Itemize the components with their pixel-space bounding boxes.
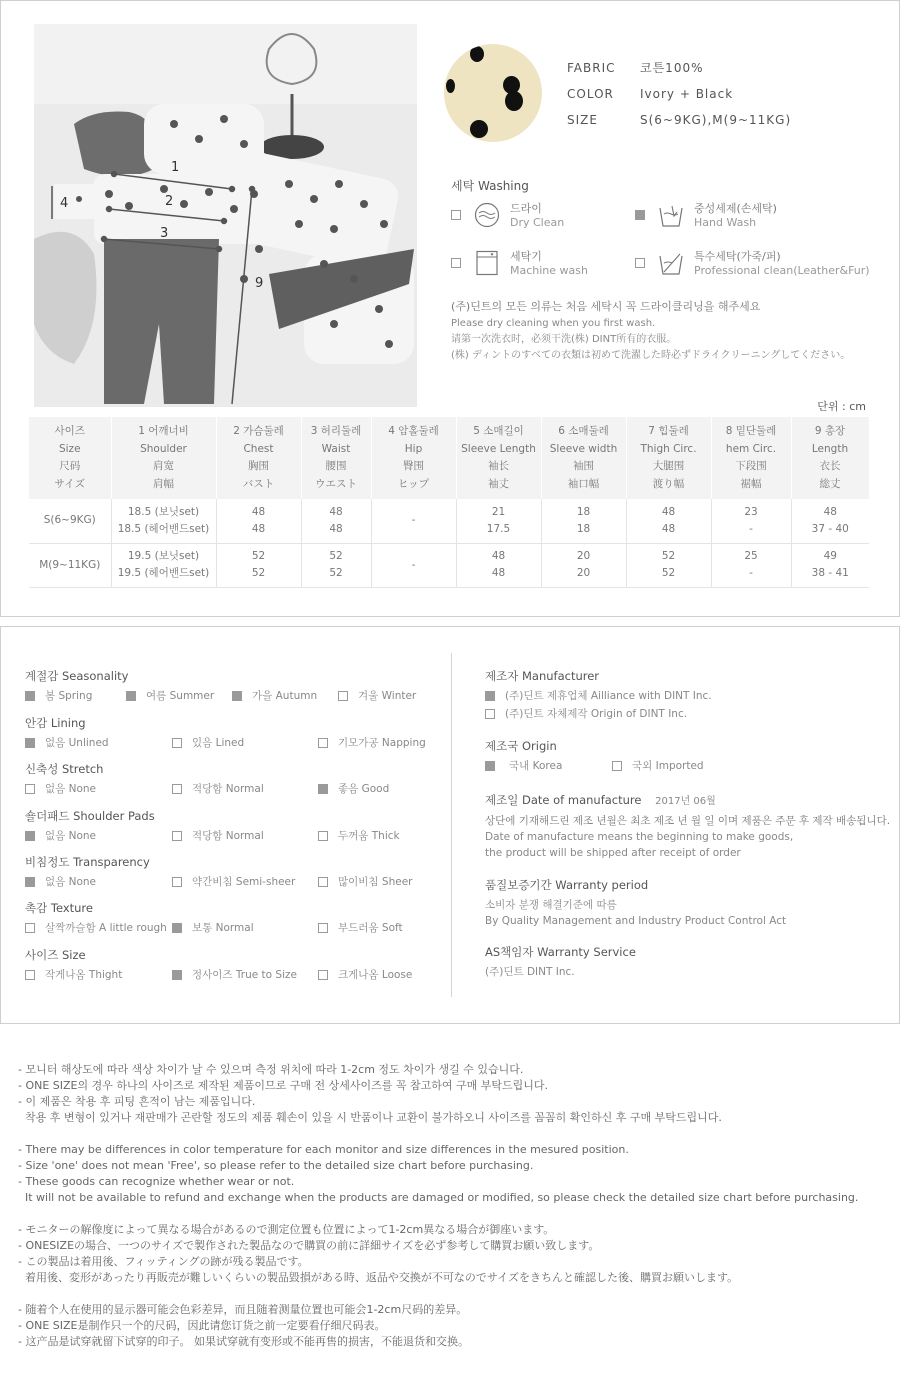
header-line: 2 가슴둘레 xyxy=(233,425,284,437)
manufacture-date-title-row xyxy=(485,792,890,808)
professional-clean-checkbox[interactable] xyxy=(635,258,645,268)
attribute-option xyxy=(172,967,297,982)
attribute-option xyxy=(172,920,254,935)
note-gap xyxy=(18,1126,858,1142)
header-line: 尺码 xyxy=(59,460,81,472)
manufacture-date-line-3: the product will be shipped after receipt of order xyxy=(485,847,741,859)
fabric-value: 코튼100% xyxy=(640,61,704,75)
machine-wash-ko: 세탁기 xyxy=(510,250,542,263)
attribute-option-label: 정사이즈 True to Size xyxy=(192,969,297,981)
table-cell: S(6~9KG) xyxy=(29,499,111,543)
note-gap xyxy=(18,1286,858,1302)
size-unit: 단위 : cm xyxy=(817,400,866,413)
attribute-option xyxy=(25,688,92,703)
attribute-option-label: 약간비침 Semi-sheer xyxy=(192,876,296,888)
origin-section xyxy=(485,738,557,754)
washing-note-en: Please dry cleaning when you first wash. xyxy=(451,318,656,329)
attribute-option xyxy=(25,828,96,843)
machine-wash-checkbox[interactable] xyxy=(451,258,461,268)
attribute-checkbox[interactable] xyxy=(172,738,182,748)
attribute-option-label: 없음 None xyxy=(45,783,97,795)
attribute-checkbox[interactable] xyxy=(25,831,35,841)
header-line: Thigh Circ. xyxy=(640,442,697,455)
manufacturer-origin-checkbox[interactable] xyxy=(485,709,495,719)
attribute-option xyxy=(318,967,412,982)
origin-korea-checkbox[interactable] xyxy=(485,761,495,771)
attribute-checkbox[interactable] xyxy=(232,691,242,701)
manufacturer-option-origin xyxy=(485,706,687,721)
note-line: - Size 'one' does not mean 'Free', so please refer to the detailed size chart before purchasing. xyxy=(18,1159,534,1172)
table-cell: 52 52 xyxy=(301,543,371,587)
attribute-option-label: 보통 Normal xyxy=(192,922,254,934)
attribute-title: 촉감 Texture xyxy=(25,901,93,915)
header-line: 衣长 xyxy=(819,460,841,472)
machine-wash-en: Machine wash xyxy=(510,264,588,277)
header-line: 肩宽 xyxy=(153,460,174,472)
size-table-header-cell xyxy=(371,417,456,499)
attribute-title: 비침정도 Transparency xyxy=(25,855,150,869)
note-line: - These goods can recognize whether wear or not. xyxy=(18,1175,295,1188)
note-line: - ONE SIZE의 경우 하나의 사이즈로 제작된 제품이므로 구매 전 상세사이즈를 꼭 참고하여 구매 부탁드립니다. xyxy=(18,1079,549,1092)
table-cell: 23 - xyxy=(711,499,791,543)
size-table-header-cell xyxy=(301,417,371,499)
attribute-checkbox[interactable] xyxy=(318,923,328,933)
as-line-1: (주)딘트 DINT Inc. xyxy=(485,966,575,978)
attribute-option xyxy=(318,735,426,750)
table-cell: - xyxy=(371,543,456,587)
attribute-option-label: 봄 Spring xyxy=(45,690,93,702)
size-table-header xyxy=(29,417,869,499)
header-line: 肩幅 xyxy=(153,477,174,490)
hand-wash-icon xyxy=(658,202,684,228)
origin-title: 제조국 Origin xyxy=(485,739,557,753)
size-key: SIZE xyxy=(567,113,598,127)
as-title: AS책임자 Warranty Service xyxy=(485,945,636,959)
product-photo-illustration xyxy=(34,24,417,407)
header-line: 4 암홀둘레 xyxy=(388,425,439,437)
fabric-row-color xyxy=(567,85,791,111)
attribute-option xyxy=(318,920,403,935)
size-table-header-cell xyxy=(111,417,216,499)
header-line: 3 허리둘레 xyxy=(310,425,362,437)
table-cell: 48 48 xyxy=(216,499,301,543)
warranty-title: 품질보증기간 Warranty period xyxy=(485,878,649,892)
attribute-checkbox[interactable] xyxy=(25,784,35,794)
header-line: 大腿围 xyxy=(652,460,685,472)
table-cell: 21 17.5 xyxy=(456,499,541,543)
dry-clean-en: Dry Clean xyxy=(510,216,565,229)
note-line: - 이 제품은 착용 후 피팅 흔적이 남는 제품입니다. xyxy=(18,1095,256,1108)
attribute-checkbox[interactable] xyxy=(126,691,136,701)
attribute-title: 숄더패드 Shoulder Pads xyxy=(25,809,155,823)
attribute-option xyxy=(318,781,389,796)
header-line: 渡り幅 xyxy=(652,477,685,490)
manufacturer-section xyxy=(485,668,599,684)
hand-wash-checkbox[interactable] xyxy=(635,210,645,220)
header-line: 袖丈 xyxy=(488,477,509,490)
professional-clean-en: Professional clean(Leather&Fur) xyxy=(694,264,870,277)
table-cell: 49 38 - 41 xyxy=(791,543,869,587)
attribute-option-label: 여름 Summer xyxy=(146,690,215,702)
attribute-option-label: 적당함 Normal xyxy=(192,783,264,795)
table-cell: 52 52 xyxy=(216,543,301,587)
manufacturer-alliance-checkbox[interactable] xyxy=(485,691,495,701)
photo-label-2: 2 xyxy=(165,194,174,209)
fabric-swatch xyxy=(444,44,542,142)
origin-imported-checkbox[interactable] xyxy=(612,761,622,771)
manufacturer-option-alliance xyxy=(485,688,712,703)
size-table xyxy=(29,417,870,588)
table-cell: M(9~11KG) xyxy=(29,543,111,587)
attribute-option xyxy=(25,781,96,796)
header-line: 9 총장 xyxy=(814,425,846,437)
size-value: S(6~9KG),M(9~11KG) xyxy=(640,113,792,127)
header-line: 腰围 xyxy=(325,460,347,472)
color-value: Ivory + Black xyxy=(640,87,734,101)
attribute-title: 안감 Lining xyxy=(25,716,86,730)
header-line: 袖围 xyxy=(573,460,594,472)
header-line: Sleeve Length xyxy=(461,442,536,455)
attribute-option-label: 부드러움 Soft xyxy=(338,922,403,934)
note-line: 착용 후 변형이 있거나 재판매가 곤란할 정도의 제품 훼손이 있을 시 반품이나 교환이 불가하오니 사이즈를 꼼꼼히 확인하신 후 구매 부탁드립니다. xyxy=(18,1111,722,1124)
washing-notes xyxy=(451,299,850,364)
header-line: 臀围 xyxy=(403,460,424,472)
photo-label-1: 1 xyxy=(171,160,180,175)
attribute-title: 신축성 Stretch xyxy=(25,762,104,776)
photo-label-9: 9 xyxy=(255,276,264,291)
attribute-option xyxy=(172,828,264,843)
header-line: 8 밑단둘레 xyxy=(725,425,777,437)
attribute-option xyxy=(172,874,295,889)
attribute-checkbox[interactable] xyxy=(25,923,35,933)
header-line: Length xyxy=(811,442,849,455)
origin-korea-label: 국내 Korea xyxy=(509,760,563,772)
hand-wash-ko: 중성세제(손세탁) xyxy=(694,202,777,215)
origin-option-imported xyxy=(612,758,704,773)
header-line: 裾幅 xyxy=(740,477,762,490)
table-cell: 18.5 (보닛set) 18.5 (헤어밴드set) xyxy=(111,499,216,543)
warranty-line-2: By Quality Management and Industry Product Control Act xyxy=(485,915,787,927)
wash-item-dry-clean xyxy=(451,202,564,230)
attribute-option xyxy=(172,735,244,750)
header-line: 総丈 xyxy=(819,477,841,490)
manufacturer-title: 제조자 Manufacturer xyxy=(485,669,600,683)
header-line: 사이즈 xyxy=(54,425,85,437)
manufacturer-origin-label: (주)딘트 자체제작 Origin of DINT Inc. xyxy=(505,708,688,720)
header-line: サイズ xyxy=(54,477,86,490)
note-line: - 모니터 해상도에 따라 색상 차이가 날 수 있으며 측정 위치에 따라 1-2cm 정도 차이가 생길 수 있습니다. xyxy=(18,1063,524,1076)
note-line: - There may be differences in color temperature for each monitor and size differences in the mesured position. xyxy=(18,1143,629,1156)
attribute-option xyxy=(25,920,167,935)
size-table-header-cell xyxy=(541,417,626,499)
note-line: - ONESIZEの場合、一つのサイズで製作された製品なので購買の前に詳細サイズを必ず参考して購買お願い致します。 xyxy=(18,1239,600,1252)
header-line: hem Circ. xyxy=(725,442,777,455)
fabric-row-size xyxy=(567,111,791,137)
attribute-checkbox[interactable] xyxy=(172,970,182,980)
attribute-option xyxy=(232,688,317,703)
header-line: ウエスト xyxy=(315,477,357,490)
manufacture-date-section xyxy=(485,792,890,861)
attribute-checkbox[interactable] xyxy=(318,970,328,980)
as-section xyxy=(485,944,636,980)
professional-clean-icon xyxy=(658,250,684,276)
size-table-header-cell xyxy=(216,417,301,499)
header-line: Waist xyxy=(321,442,351,455)
photo-label-3: 3 xyxy=(160,226,169,241)
header-line: 1 어깨너비 xyxy=(138,425,189,437)
table-cell: 25 - xyxy=(711,543,791,587)
header-line: 下段围 xyxy=(735,460,767,472)
attribute-checkbox[interactable] xyxy=(318,831,328,841)
attribute-option xyxy=(172,781,264,796)
attribute-checkbox[interactable] xyxy=(172,877,182,887)
dry-clean-checkbox[interactable] xyxy=(451,210,461,220)
attribute-option-label: 없음 Unlined xyxy=(45,737,109,749)
attribute-option xyxy=(318,874,412,889)
header-line: 胸围 xyxy=(248,460,269,472)
table-cell: 48 37 - 40 xyxy=(791,499,869,543)
attribute-title: 사이즈 Size xyxy=(25,948,86,962)
header-line: 6 소매둘레 xyxy=(558,425,609,437)
attribute-option xyxy=(25,874,96,889)
attribute-title: 계절감 Seasonality xyxy=(25,669,129,683)
table-cell: 18 18 xyxy=(541,499,626,543)
professional-clean-ko: 특수세탁(가죽/퍼) xyxy=(694,250,781,263)
attribute-option-label: 많이비침 Sheer xyxy=(338,876,413,888)
product-photo xyxy=(34,24,417,407)
header-line: Shoulder xyxy=(140,442,187,455)
manufacture-date-title: 제조일 Date of manufacture xyxy=(485,793,642,807)
table-cell: 52 52 xyxy=(626,543,711,587)
header-line: 袖口幅 xyxy=(567,477,600,490)
table-cell: 19.5 (보닛set) 19.5 (헤어밴드set) xyxy=(111,543,216,587)
header-line: ヒップ xyxy=(397,477,430,490)
purchase-notes xyxy=(18,1062,858,1350)
header-line: Sleeve width xyxy=(549,442,618,455)
header-line: Size xyxy=(58,442,81,455)
fabric-key: FABRIC xyxy=(567,61,616,75)
attribute-checkbox[interactable] xyxy=(318,784,328,794)
attribute-option-label: 있음 Lined xyxy=(192,737,245,749)
attribute-option xyxy=(25,735,109,750)
size-table-header-cell xyxy=(626,417,711,499)
fabric-row-fabric xyxy=(567,59,791,85)
hand-wash-en: Hand Wash xyxy=(694,216,757,229)
note-line: - この製品は着用後、フィッティングの跡が残る製品です。 xyxy=(18,1255,309,1268)
size-table-header-cell xyxy=(29,417,111,499)
washing-note-ja: (株) ディントのすべての衣類は初めて洗濯した時必ずドライクリーニングしてください。 xyxy=(451,350,851,361)
attribute-checkbox[interactable] xyxy=(25,691,35,701)
attribute-option-label: 두꺼움 Thick xyxy=(338,830,400,842)
attribute-option-label: 기모가공 Napping xyxy=(338,737,426,749)
table-row xyxy=(29,543,869,587)
attribute-option-label: 없음 None xyxy=(45,876,97,888)
wash-item-machine xyxy=(451,250,588,278)
attribute-checkbox[interactable] xyxy=(25,877,35,887)
attribute-checkbox[interactable] xyxy=(338,691,348,701)
origin-option-korea xyxy=(485,758,562,773)
attribute-checkbox[interactable] xyxy=(318,877,328,887)
attribute-option-label: 겨울 Winter xyxy=(358,690,417,702)
note-line: - 这产品是试穿就留下试穿的印子。 如果试穿就有变形或不能再售的损害，不能退货和交换。 xyxy=(18,1335,469,1348)
product-attributes-panel xyxy=(0,626,900,1024)
attribute-option xyxy=(318,828,400,843)
attribute-option xyxy=(126,688,214,703)
column-divider xyxy=(451,653,452,997)
machine-wash-icon xyxy=(474,250,500,276)
header-line: 7 힙둘레 xyxy=(648,425,689,437)
header-line: バスト xyxy=(242,477,275,490)
note-line: It will not be available to refund and exchange when the products are damaged or modified, so please check the detailed size chart before purchasing. xyxy=(18,1191,859,1204)
attribute-option xyxy=(338,688,416,703)
note-line: 着用後、変形があったり再販売が難しいくらいの製品毀損がある時、返品や交換が不可なのでサイズをきちんと確認した後、購買お願いします。 xyxy=(18,1271,739,1284)
wash-item-hand-wash xyxy=(635,202,777,230)
washing-note-ko: (주)딘트의 모든 의류는 처음 세탁시 꼭 드라이클리닝을 해주세요 xyxy=(451,300,761,313)
washing-title: 세탁 Washing xyxy=(451,179,529,193)
attribute-option-label: 살짝까슬함 A little rough xyxy=(45,922,167,934)
fabric-info xyxy=(567,59,791,137)
warranty-line-1: 소비자 분쟁 해결기준에 따름 xyxy=(485,899,617,911)
attribute-option-label: 적당함 Normal xyxy=(192,830,264,842)
washing-note-zh: 请第一次洗衣时，必须干洗(株) DINT所有的衣服。 xyxy=(451,334,677,345)
color-key: COLOR xyxy=(567,87,614,101)
size-table-header-cell xyxy=(711,417,791,499)
table-cell: - xyxy=(371,499,456,543)
attribute-option-label: 가을 Autumn xyxy=(252,690,318,702)
dry-clean-icon xyxy=(474,202,500,228)
table-row xyxy=(29,499,869,543)
attribute-checkbox[interactable] xyxy=(172,831,182,841)
attribute-option-label: 작게나옴 Thight xyxy=(45,969,123,981)
attribute-checkbox[interactable] xyxy=(318,738,328,748)
header-line: 5 소매길이 xyxy=(473,425,524,437)
size-table-header-cell xyxy=(456,417,541,499)
table-cell: 48 48 xyxy=(301,499,371,543)
manufacturer-alliance-label: (주)딘트 제휴업체 Ailliance with DINT Inc. xyxy=(505,690,712,702)
attribute-checkbox[interactable] xyxy=(25,970,35,980)
header-line: Hip xyxy=(404,442,423,455)
note-line: - 随着个人在使用的显示器可能会色彩差异，而且随着测量位置也可能会1-2cm尺码的差异。 xyxy=(18,1303,468,1316)
manufacture-date-line-2: Date of manufacture means the beginning to make goods, xyxy=(485,831,794,843)
header-line: 袖长 xyxy=(488,460,509,472)
attribute-option xyxy=(25,967,122,982)
manufacture-date-line-1: 상단에 기재해드린 제조 년월은 최초 제조 년 월 일 이며 제품은 주문 후 제작 배송됩니다. xyxy=(485,815,891,827)
note-gap xyxy=(18,1206,858,1222)
header-line: Chest xyxy=(243,442,274,455)
table-cell: 20 20 xyxy=(541,543,626,587)
warranty-section xyxy=(485,877,786,929)
size-table-header-cell xyxy=(791,417,869,499)
attribute-checkbox[interactable] xyxy=(172,923,182,933)
table-cell: 48 48 xyxy=(626,499,711,543)
product-info-panel xyxy=(0,0,900,617)
attribute-checkbox[interactable] xyxy=(25,738,35,748)
table-cell: 48 48 xyxy=(456,543,541,587)
attribute-option-label: 크게나옴 Loose xyxy=(338,969,413,981)
attribute-option-label: 좋음 Good xyxy=(338,783,390,795)
origin-imported-label: 국외 Imported xyxy=(632,760,704,772)
wash-item-professional xyxy=(635,250,870,278)
dry-clean-ko: 드라이 xyxy=(510,202,542,215)
note-line: - モニターの解像度によって異なる場合があるので測定位置も位置によって1-2cm異なる場合が御座います。 xyxy=(18,1223,555,1236)
photo-label-4: 4 xyxy=(60,196,69,211)
note-line: - ONE SIZE是制作只一个的尺码，因此请您订货之前一定要看仔细尺码表。 xyxy=(18,1319,386,1332)
attribute-option-label: 없음 None xyxy=(45,830,97,842)
manufacture-date-value: 2017년 06월 xyxy=(655,796,716,807)
attribute-checkbox[interactable] xyxy=(172,784,182,794)
